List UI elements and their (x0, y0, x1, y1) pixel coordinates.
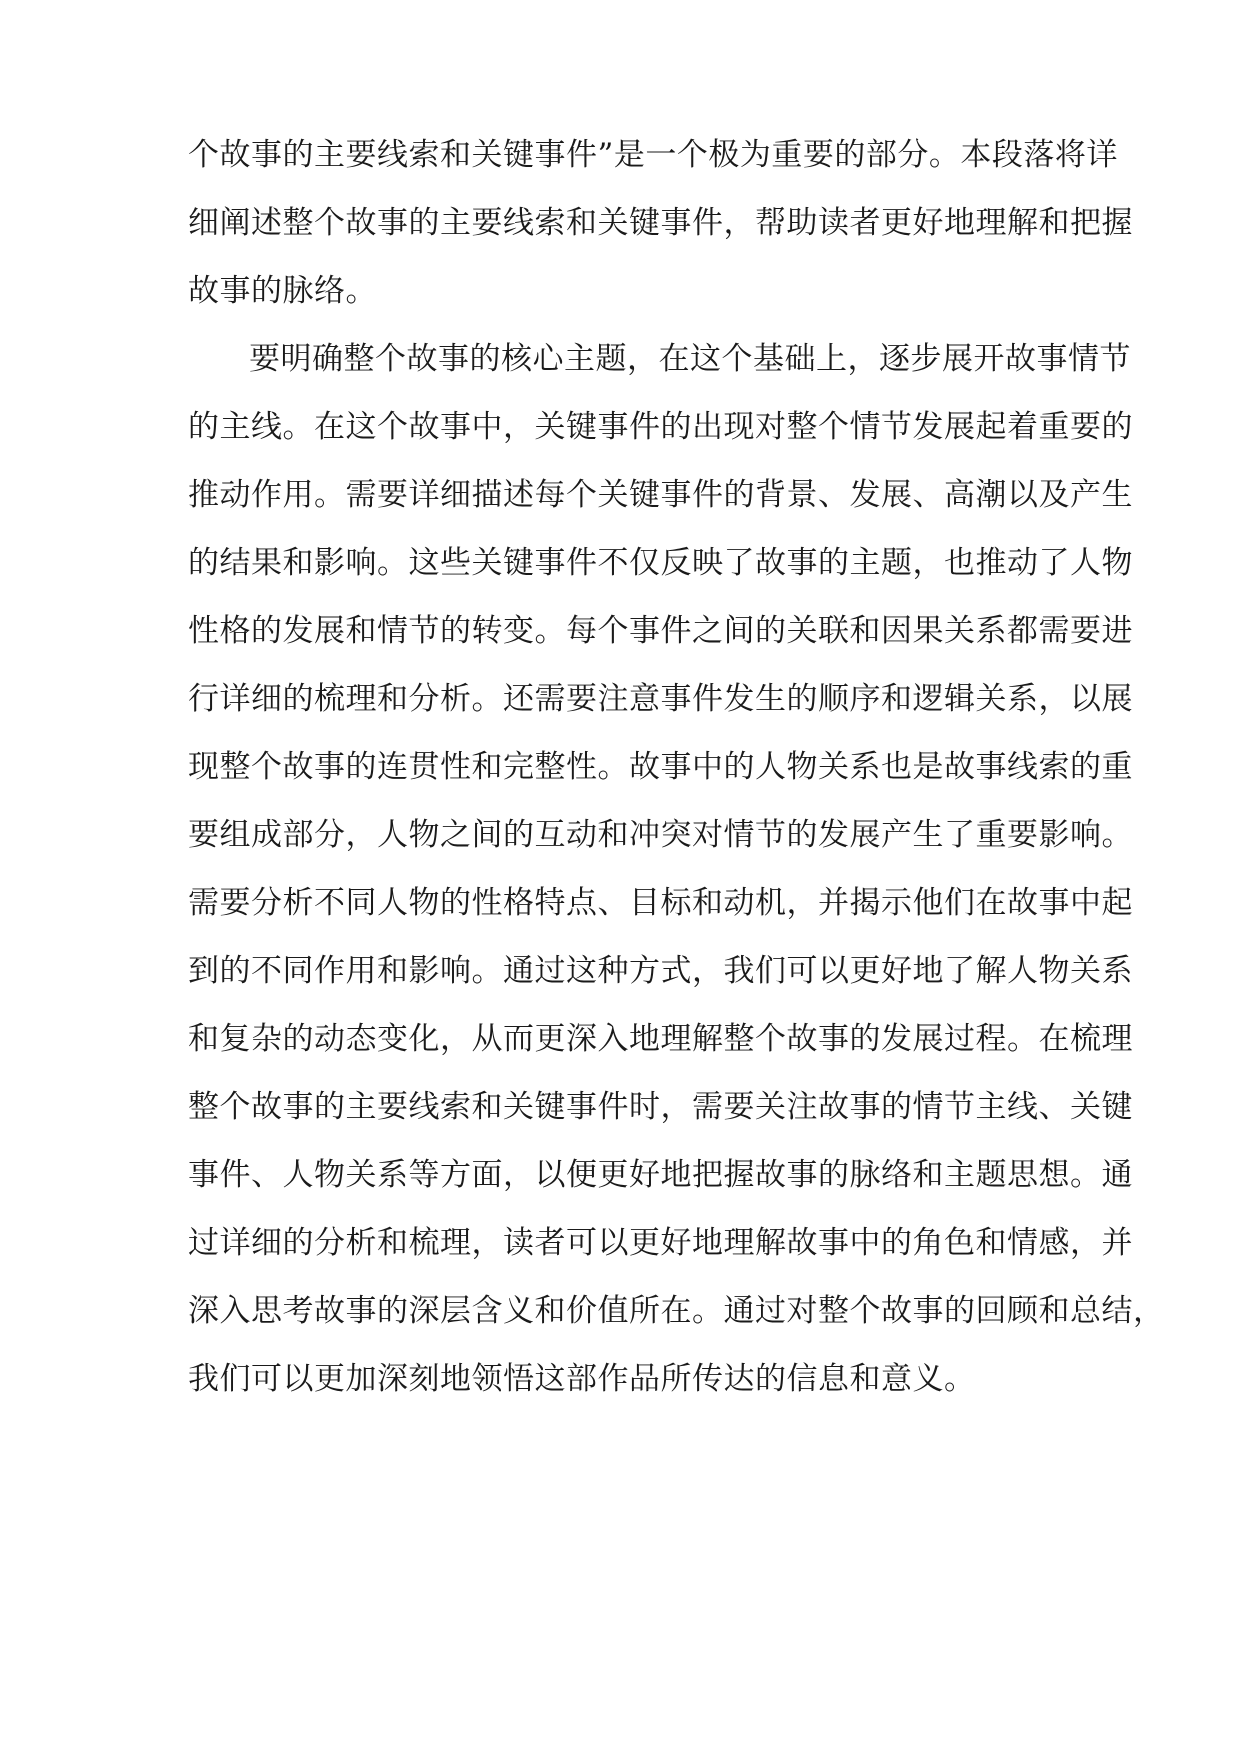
text-line: 推动作用。需要详细描述每个关键事件的背景、发展、高潮以及产生 (188, 477, 1133, 513)
text-line: 要组成部分，人物之间的互动和冲突对情节的发展产生了重要影响。 (188, 817, 1133, 853)
text-line: 过详细的分析和梳理，读者可以更好地理解故事中的角色和情感，并 (188, 1225, 1133, 1261)
text-line: 行详细的梳理和分析。还需要注意事件发生的顺序和逻辑关系，以展 (188, 681, 1133, 717)
text-line: 现整个故事的连贯性和完整性。故事中的人物关系也是故事线索的重 (188, 749, 1133, 785)
text-line: 整个故事的主要线索和关键事件时，需要关注故事的情节主线、关键 (188, 1089, 1133, 1125)
text-line: 个故事的主要线索和关键事件”是一个极为重要的部分。本段落将详 (188, 137, 1118, 173)
text-line: 故事的脉络。 (188, 273, 377, 309)
text-line: 要明确整个故事的核心主题，在这个基础上，逐步展开故事情节 (249, 341, 1131, 377)
text-line: 性格的发展和情节的转变。每个事件之间的关联和因果关系都需要进 (188, 613, 1133, 649)
text-line: 的主线。在这个故事中，关键事件的出现对整个情节发展起着重要的 (188, 409, 1133, 445)
text-line: 细阐述整个故事的主要线索和关键事件，帮助读者更好地理解和把握 (188, 205, 1133, 241)
text-line: 事件、人物关系等方面，以便更好地把握故事的脉络和主题思想。通 (188, 1157, 1133, 1193)
text-line: 的结果和影响。这些关键事件不仅反映了故事的主题，也推动了人物 (188, 545, 1133, 581)
text-line: 到的不同作用和影响。通过这种方式，我们可以更好地了解人物关系 (188, 953, 1133, 989)
text-line: 我们可以更加深刻地领悟这部作品所传达的信息和意义。 (188, 1361, 976, 1397)
text-line: 和复杂的动态变化，从而更深入地理解整个故事的发展过程。在梳理 (188, 1021, 1133, 1057)
text-line: 需要分析不同人物的性格特点、目标和动机，并揭示他们在故事中起 (188, 885, 1133, 921)
text-line: 深入思考故事的深层含义和价值所在。通过对整个故事的回顾和总结， (188, 1293, 1165, 1329)
